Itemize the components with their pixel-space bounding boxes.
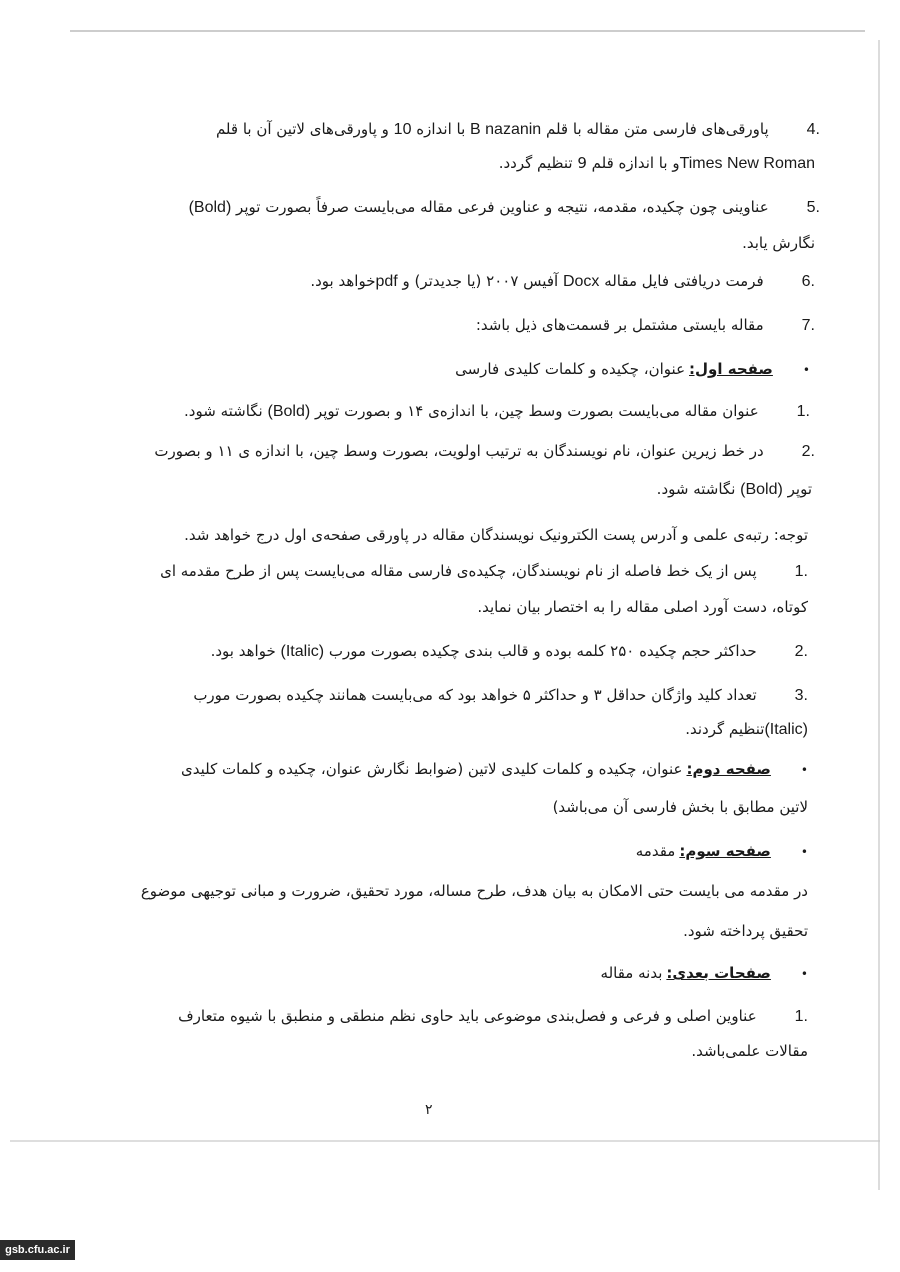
item-6-line-1: 6.فرمت دریافتی فایل مقاله Docx آفیس ۲۰۰۷ (یا جدیدتر) و pdfخواهد بود. [310, 272, 815, 290]
section-3-heading: صفحه سوم: [679, 842, 771, 860]
section-1-note: توجه: رتبه‌ی علمی و آدرس پست الکترونیک نویسندگان مقاله در پاورقی صفحه‌ی اول درج خواهد شد. [184, 526, 808, 544]
site-watermark[interactable]: gsb.cfu.ac.ir [0, 1240, 75, 1260]
section-4-heading: صفحات بعدی: [666, 964, 771, 982]
section-1-heading: صفحه اول: [689, 360, 773, 378]
item-4-line-2: Times New Romanو با اندازه قلم 9 تنظیم گردد. [498, 154, 815, 172]
section-4-item-1-line-1: 1.عناوین اصلی و فرعی و فصل‌بندی موضوعی باید حاوی نظم منطقی و منطبق با شیوه متعارف [178, 1007, 808, 1025]
item-4-line-1: 4.پاورقی‌های فارسی متن مقاله با قلم B nazanin با اندازه 10 و پاورقی‌های لاتین آن با قلم [216, 118, 820, 141]
section-1-abstract-item-1-line-1: 1.پس از یک خط فاصله از نام نویسندگان، چکیده‌ی فارسی مقاله می‌بایست پس از طرح مقدمه ای [160, 562, 808, 580]
section-1-heading-line: •صفحه اول:عنوان، چکیده و کلمات کلیدی فارسی [455, 358, 810, 381]
section-1-item-1: 1.عنوان مقاله می‌بایست بصورت وسط چین، با اندازه‌ی ۱۴ و بصورت توپر (Bold) نگاشته شود. [184, 402, 810, 420]
bullet-icon: • [800, 967, 808, 981]
bullet-icon: • [802, 363, 810, 377]
item-number: 4. [806, 121, 820, 138]
section-3-line-1: در مقدمه می بایست حتی الامکان به بیان هدف، طرح مساله، مورد تحقیق، ضرورت و مبانی توجیهی موضوع [140, 882, 808, 900]
section-2-line-2: لاتین مطابق با بخش فارسی آن می‌باشد) [552, 798, 808, 816]
section-1-abstract-item-2: 2.حداکثر حجم چکیده ۲۵۰ کلمه بوده و قالب بندی چکیده بصورت مورب (Italic) خواهد بود. [210, 642, 808, 660]
section-1-abstract-item-3-line-2: (Italic)تنظیم گردند. [685, 720, 808, 738]
section-1-abstract-item-1-line-2: کوتاه، دست آورد اصلی مقاله را به اختصار بیان نماید. [477, 598, 808, 616]
page-number: ۲ [425, 1102, 433, 1118]
item-5-line-2: نگارش یابد. [742, 234, 815, 252]
bullet-icon: • [800, 845, 808, 859]
section-4-heading-line: •صفحات بعدی:بدنه مقاله [601, 962, 808, 985]
section-3-heading-line: •صفحه سوم:مقدمه [636, 840, 808, 863]
section-1-abstract-item-3-line-1: 3.تعداد کلید واژگان حداقل ۳ و حداکثر ۵ خواهد بود که می‌بایست همانند چکیده بصورت مورب [193, 686, 808, 704]
section-4-item-1-line-2: مقالات علمی‌باشد. [691, 1042, 808, 1060]
section-1-item-2-line-2: توپر (Bold) نگاشته شود. [656, 480, 812, 498]
scan-edge-top [70, 30, 865, 32]
scan-edge-right [878, 40, 880, 1190]
bullet-icon: • [800, 763, 808, 777]
section-3-line-2: تحقیق پرداخته شود. [683, 922, 808, 940]
section-1-item-2-line-1: 2.در خط زیرین عنوان، نام نویسندگان به ترتیب اولویت، بصورت وسط چین، با اندازه ی ۱۱ و بصورت [154, 442, 815, 460]
item-5-line-1: 5.عناوینی چون چکیده، مقدمه، نتیجه و عناوین فرعی مقاله می‌بایست صرفاً بصورت توپر (Bold) [188, 198, 820, 216]
section-2-line-1: •صفحه دوم:عنوان، چکیده و کلمات کلیدی لاتین (ضوابط نگارش عنوان، چکیده و کلمات کلیدی [181, 758, 808, 781]
item-7-line-1: 7.مقاله بایستی مشتمل بر قسمت‌های ذیل باشد: [475, 316, 815, 334]
section-2-heading: صفحه دوم: [686, 760, 771, 778]
scan-edge-bottom [10, 1140, 880, 1142]
